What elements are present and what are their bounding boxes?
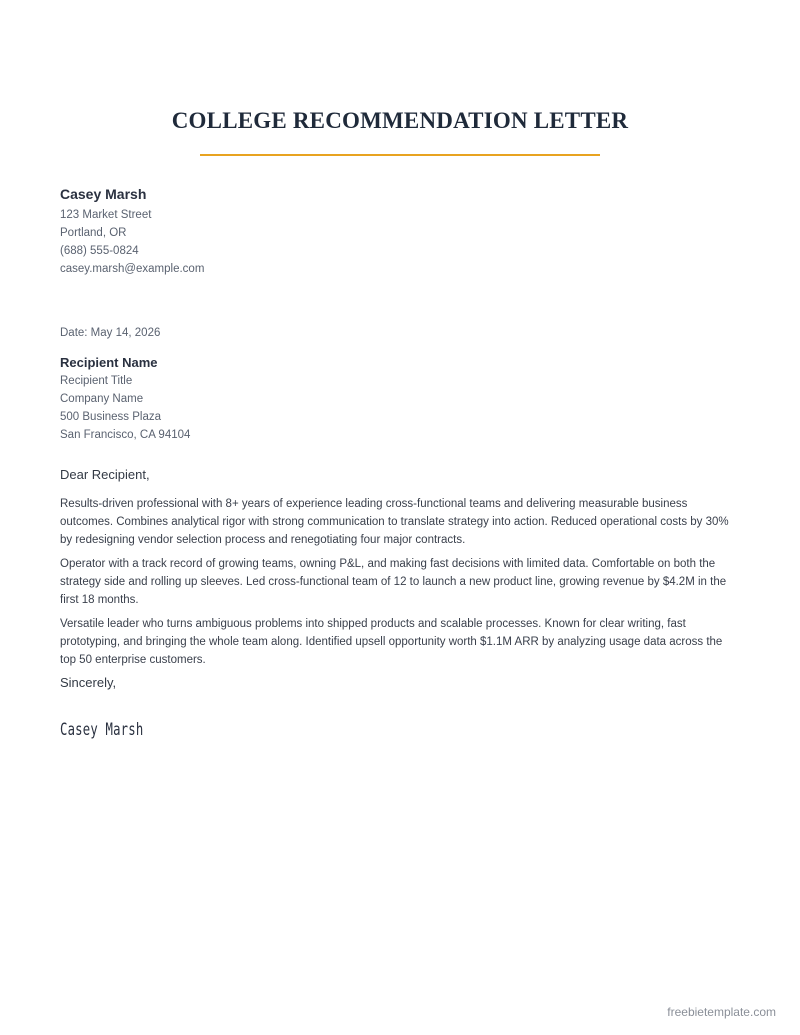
sender-email: casey.marsh@example.com (60, 263, 205, 275)
title-divider (200, 154, 600, 156)
letter-title: COLLEGE RECOMMENDATION LETTER (171, 108, 629, 133)
sender-block (60, 186, 204, 278)
footer-site-link[interactable]: freebietemplate.com (667, 1005, 776, 1019)
recipient-city: San Francisco, CA 94104 (60, 429, 191, 441)
body-paragraph: Versatile leader who turns ambiguous problems into shipped products and scalable processes. Known for clear writing, fast prototyping, and bringing the whole team along. Identified upsell opportunity worth $1.1M ARR by analyzing usage data across the top 50 enterprise customers. (60, 618, 723, 666)
recipient-name: Recipient Name (60, 355, 158, 370)
sender-street: 123 Market Street (60, 209, 152, 221)
letter-closing: Sincerely, (60, 675, 117, 690)
recipient-street: 500 Business Plaza (60, 411, 162, 423)
recipient-block (60, 355, 190, 444)
body-paragraph: Operator with a track record of growing teams, owning P&L, and making fast decisions with limited data. Comfortable on both the strategy side and rolling up sleeves. Led cross-functional team of 12 to launch a new product line, growing revenue by $4.2M in the first 18 months. (60, 558, 727, 606)
letter-greeting: Dear Recipient, (60, 467, 150, 482)
letter-body (60, 495, 740, 690)
sender-phone: (688) 555-0824 (60, 245, 139, 257)
letter-date: Date: May 14, 2026 (60, 327, 161, 339)
sender-name: Casey Marsh (60, 186, 147, 202)
recipient-company: Company Name (60, 393, 144, 405)
body-paragraph: Results-driven professional with 8+ years of experience leading cross-functional teams and delivering measurable business outcomes. Combines analytical rigor with strong communication to translate strategy into action. Reduced operational costs by 30% by redesigning vendor selection process and renegotiating four major contracts. (60, 498, 729, 546)
recipient-title: Recipient Title (60, 375, 133, 387)
signature: Casey Marsh (60, 720, 144, 740)
sender-city: Portland, OR (60, 227, 127, 239)
